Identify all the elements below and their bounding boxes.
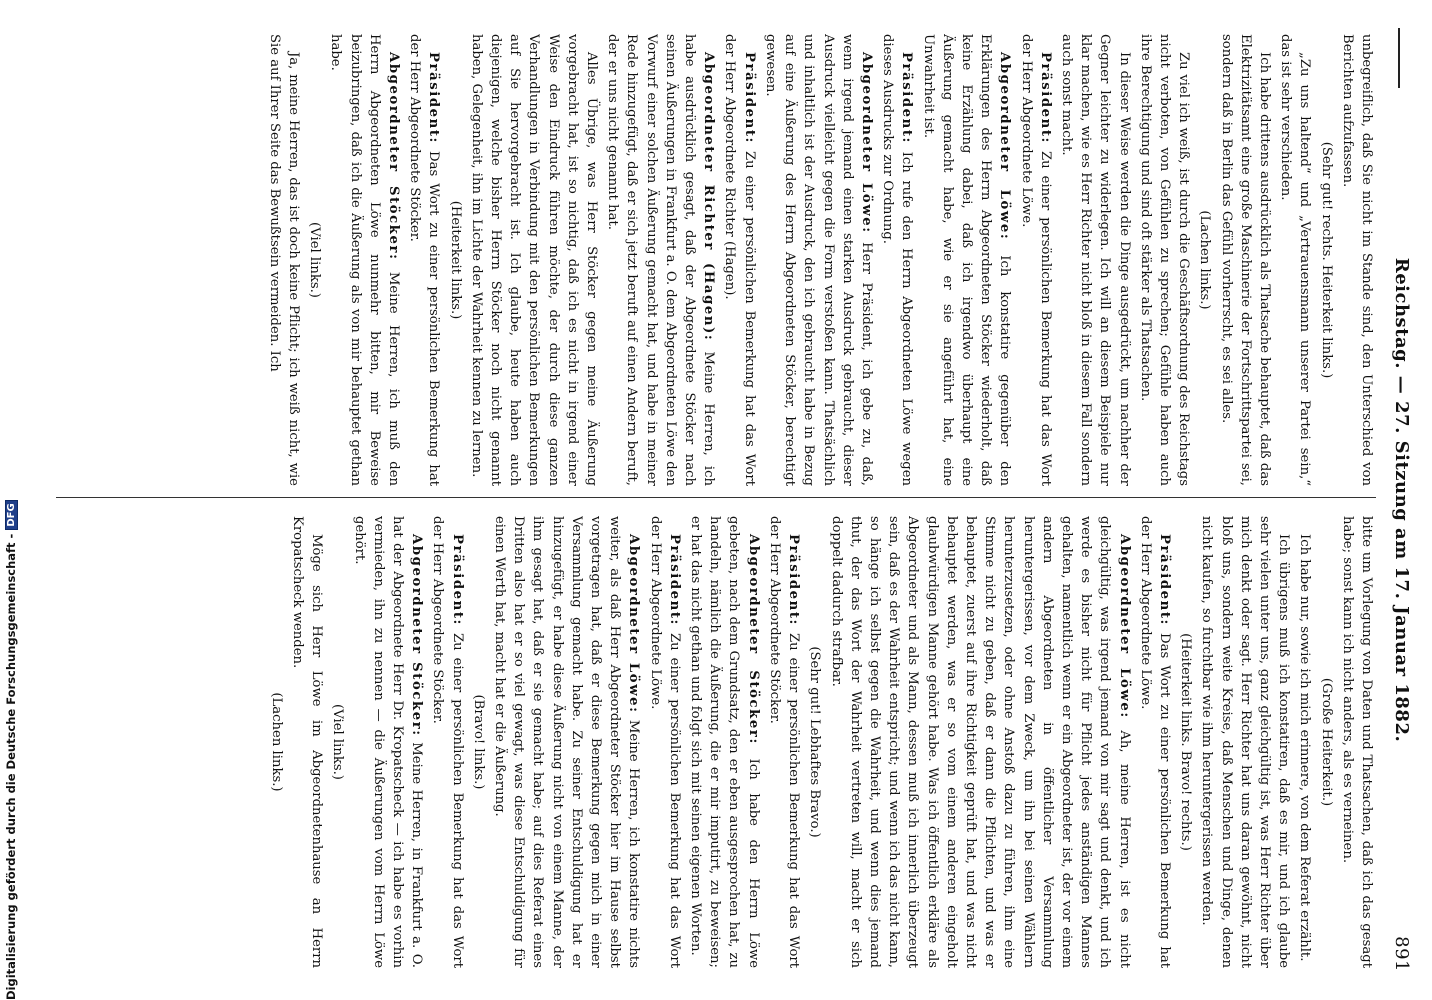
speaker-paragraph: Abgeordneter Stöcker: Meine Herren, in Frankfurt a. O. hat der Abgeordnete Herr Dr. Kropatscheck — ich habe es vorhin vermieden, ihn zu nennen — die Äußerungen vom Herrn Löwe gehört. [351, 516, 425, 968]
speaker-paragraph: Präsident: Zu einer persönlichen Bemerkung hat das Wort der Herr Abgeordnete Löwe. [647, 516, 682, 968]
speaker-paragraph: Präsident: Das Wort zu einer persönlichen Bemerkung hat der Herr Abgeordnete Stöcker. [407, 34, 442, 486]
speaker-paragraph: Abgeordneter Löwe: Herr Präsident, ich gebe zu, daß, wenn irgend jemand einen starken Ausdruck gebraucht, dieser Ausdruck vielleicht gegen die Form verstoßen kann. Thatsächlich und inhaltlich ist der Ausdruck, den ich gebraucht habe in Bezug auf eine Äußerung des Herrn Abgeordneten Stöcker, berechtigt gewesen. [762, 34, 874, 486]
column-divider [56, 497, 1376, 498]
speaker-paragraph: Abgeordneter Richter (Hagen): Meine Herren, ich habe ausdrücklich gesagt, daß der Abgeordnete Stöcker nach seinen Äußerungen in Frankfurt a. O. dem Abgeordneten Löwe den Vorwurf einer solchen Äußerung gemacht hat, und habe in meiner Rede hinzugefügt, daß er sich jetzt beruft auf einen Andern beruft, der er uns nicht genannt hat. [605, 34, 717, 486]
speaker-name: Präsident: [666, 534, 682, 627]
interjection: (Heiterkeit links.) [447, 200, 463, 320]
paragraph: Ich habe drittens ausdrücklich als Thatsache behauptet, daß das Elektrizitätsamt eine große Maschinerie der Fortschrittspartei sei, sondern daß in Berlin das Gefühl vorherrscht, es sei alles. [1218, 34, 1272, 486]
page-header [1384, 28, 1416, 972]
dfg-logo: DFG [5, 500, 18, 529]
paragraph: Alles Übrige, was Herr Stöcker gegen meine Äußerung vorgebracht hat, ist so nichtig, daß ich es nicht in irgend einer Weise den Eindruck führen möchte, der durch diese ganzen Verhandlungen in Verbindung mit den persönlichen Bemerkungen auf Sie hervorgebracht ist. Ich glaube, heute haben auch diejenigen, welche bisher Herrn Stöcker noch nicht genannt haben, Gelegenheit, ihn im Lichte der Wahrheit kennen zu lernen. [468, 34, 600, 486]
speaker-paragraph: Präsident: Das Wort zu einer persönlichen Bemerkung hat der Herr Abgeordnete Löwe. [1137, 516, 1172, 968]
paragraph: „Zu uns haltend“ und „Vertrauensmann unserer Partei sein,“ das ist sehr verschieden. [1278, 34, 1313, 486]
interjection: (Lachen links.) [268, 692, 284, 792]
interjection: (Bravo! links.) [470, 694, 486, 790]
speaker-name: Abgeordneter Stöcker: [745, 534, 761, 745]
speaker-name: Abgeordneter Löwe: [858, 52, 874, 234]
paragraph: Möge sich Herr Löwe im Abgeordnetenhause an Herrn Kropatscheck wenden. [290, 516, 325, 968]
page-header-title: Reichstag. — 27. Sitzung am 17. Januar 1882. [1391, 257, 1412, 743]
speaker-name: Abgeordneter Löwe: [626, 534, 642, 714]
speaker-name: Präsident: [741, 52, 757, 145]
paragraph: Zu viel ich weiß, ist durch die Geschäftsordnung des Reichstags nicht verboten, von Gefühlen zu sprechen; Gefühle haben auch ihre Berechtigung und sind oft stärker als Thatsachen. [1137, 34, 1192, 486]
speaker-paragraph: Abgeordneter Stöcker: Ich habe den Herrn Löwe gebeten, nach dem Grundsatz, den er eben ausgesprochen hat, zu handeln, nämlich die Äußerung, die er mir imputirt, zu beweisen; er hat das nicht gethan und folgt sich mit seinen eigenen Worten. [688, 516, 761, 968]
text-column-left [26, 34, 1376, 486]
speaker-name: Abgeordneter Löwe: [997, 52, 1013, 241]
speaker-paragraph: Präsident: Ich rufe den Herrn Abgeordneten Löwe wegen dieses Ausdrucks zur Ordnung. [880, 34, 915, 486]
speaker-paragraph: Abgeordneter Löwe: Ich konstatire gegenüber den Erklärungen des Herrn Abgeordneten Stöcker wiederholt, daß keine Erzählung dabei, daß ich irgendwo überhaupt eine Äußerung gemacht habe, wie er sie angeführt hat, eine Unwahrheit ist. [920, 34, 1013, 486]
interjection: (Lachen links.) [1197, 210, 1213, 310]
speaker-name: Präsident: [1156, 534, 1172, 627]
interjection: (Viel links.) [307, 222, 323, 298]
digitization-credit [2, 503, 22, 1000]
credit-text: Digitalisierung gefördert durch die Deutsche Forschungsgemeinschaft - [4, 533, 18, 1000]
speaker-name: Abgeordneter Löwe: [1116, 534, 1132, 719]
speaker-paragraph: Abgeordneter Stöcker: Meine Herren, ich muß den Herrn Abgeordneten Löwe nunmehr bitten, mir Beweise beizubringen, daß ich die Äußerung als von mir behauptet gethan habe. [328, 34, 402, 486]
speaker-name: Präsident: [899, 52, 915, 145]
paragraph: Ich übrigens muß ich konstatiren, daß es mir, und ich glaube sehr vielen unter uns, ganz gleichgültig ist, was Herr Richter über mich denkt oder sagt. Herr Richter hat uns daran gewöhnt, nicht bloß uns, sondern weite Kreise, daß Menschen und Dinge, denen nicht kaufen, so furchtbar wie ihm heruntergerissen werden. [1199, 516, 1292, 968]
paragraph: Ich habe nur, sowie ich mich erinnere, von dem Referat erzählt. [1297, 534, 1313, 962]
interjection: (Sehr gut! rechts. Heiterkeit links.) [1318, 141, 1334, 379]
interjection: (Sehr gut! Lebhaftes Bravo.) [807, 646, 823, 838]
page-number: 891 [1391, 936, 1412, 972]
credit-line [2, 503, 20, 1000]
speaker-name: Präsident: [1037, 52, 1053, 145]
speaker-name: Abgeordneter Stöcker: [386, 52, 402, 261]
speaker-name: Abgeordneter Stöcker: [409, 534, 425, 737]
speaker-name: Abgeordneter Richter (Hagen): [701, 52, 717, 342]
paragraph: In dieser Weise werden die Dinge ausgedrückt, um nachher der Gegner leichter zu widerlegen. Ich will an diesem Beispiele nur klar machen, wie es Herr Richter nicht bloß in diesem Fall sondern auch sonst macht. [1058, 34, 1132, 486]
interjection: (Heiterkeit links. Bravo! rechts.) [1178, 633, 1194, 851]
speaker-paragraph: Präsident: Zu einer persönlichen Bemerkung hat das Wort der Herr Abgeordnete Stöcker. [430, 516, 465, 968]
interjection: (Große Heiterkeit.) [1318, 677, 1334, 807]
text-column-right [26, 516, 1376, 968]
speaker-paragraph: Präsident: Zu einer persönlichen Bemerkung hat das Wort der Herr Abgeordnete Richter (Hagen). [722, 34, 757, 486]
speaker-paragraph: Abgeordneter Löwe: Ah, meine Herren, ist es nicht gleichgültig, was irgend jemand von mir sagt und denkt, und ich werde es bisher nicht für Pflicht jedes anständigen Mannes gehalten, namentlich wenn er ein Abgeordneter ist, der vor einem andern Abgeordneten in öffentlicher Versammlung heruntergerissen, vor dem Zweck, um ihn bei seinen Wählern herunterzusetzen, oder ohne Anstoß dazu zu führen, ihm eine Stimme nicht zu geben, daß er dann die Pflichten, und was er behauptet, zuerst auf ihre Richtigkeit geprüft hat, und was nicht behauptet werden, was er so vom einem anderen eingeholt glaubwürdigen Manne gehört habe. Was ich öffentlich erkläre als Abgeordneter und als Mann, dessen muß ich innerlich überzeugt sein, daß es der Wahrheit entspricht; und wenn ich das nicht kann, so hänge ich selbst gegen die Wahrheit, und wenn dies jemand thut, der das Wort der Wahrheit vertreten will, macht er sich doppelt dadurch strafbar. [828, 516, 1132, 968]
speaker-name: Präsident: [426, 52, 442, 145]
speaker-paragraph: Abgeordneter Löwe: Meine Herren, ich konstatire nichts weiter, als daß Herr Abgeordneter Stöcker hier im Hause selbst vorgetragen hat, daß er diese Bemerkung gegen mich in einer Versammlung gemacht habe. Zu seiner Entschuldigung hat er hinzugefügt, er habe diese Äußerung nicht von einem Manne, der ihm gesagt hat, daß er sie gemacht habe; auf dies Referat eines Dritten also hat er so viel gewagt, was diese Entschuldigung für einen Werth hat, macht hat er die Äußerung. [492, 516, 642, 968]
interjection: (Viel links.) [330, 704, 346, 780]
paragraph: unbegreiflich, daß Sie nicht im Stande sind, den Unterschied von Berichten aufzufassen. [1339, 34, 1374, 486]
paragraph: bitte um Vorlegung von Daten und Thatsachen, daß ich das gesagt habe; sonst kann ich nicht anders, als es verneinen. [1339, 516, 1374, 968]
speaker-paragraph: Präsident: Zu einer persönlichen Bemerkung hat das Wort der Herr Abgeordnete Löwe. [1018, 34, 1053, 486]
speaker-name: Präsident: [449, 534, 465, 627]
speaker-paragraph: Präsident: Zu einer persönlichen Bemerkung hat das Wort der Herr Abgeordnete Stöcker. [766, 516, 802, 968]
paragraph: Ja, meine Herren, das ist doch keine Pflicht; ich weiß nicht, wie Sie auf Ihrer Seite das Bewußtsein vermeiden. Ich [266, 34, 302, 486]
speaker-name: Präsident: [786, 534, 802, 627]
